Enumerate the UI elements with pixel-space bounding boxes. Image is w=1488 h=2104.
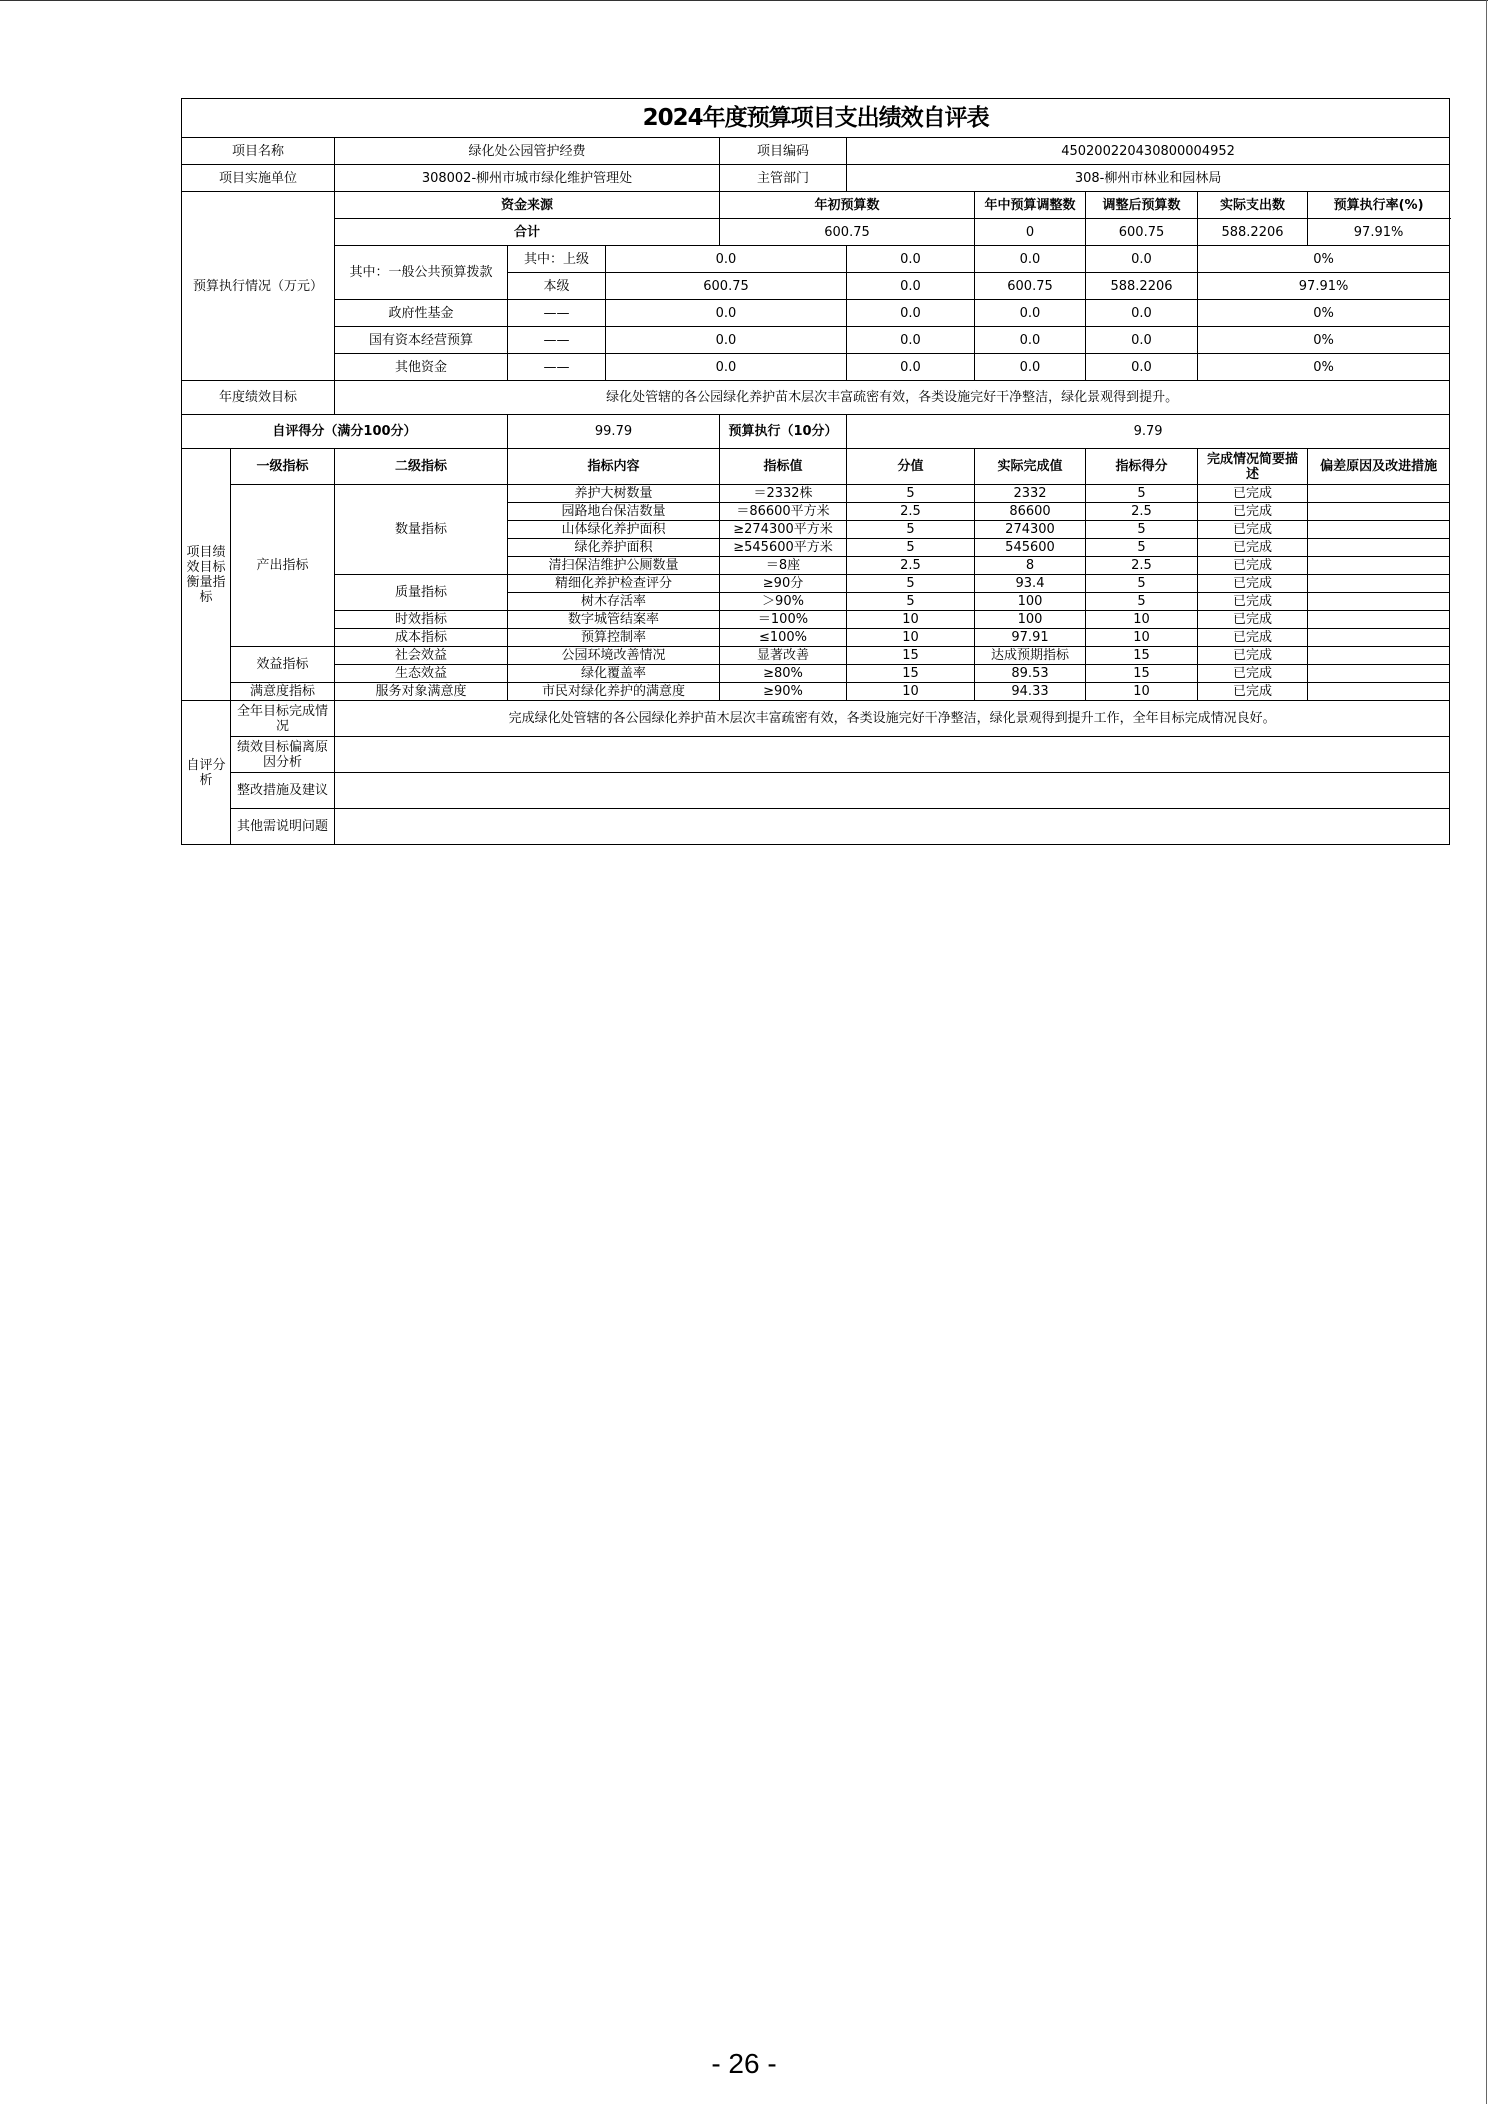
budget-govfund-adjusted: 0.0 (975, 300, 1086, 327)
ind-header-score: 指标得分 (1086, 449, 1198, 485)
budget-other-adjustment: 0.0 (847, 354, 975, 381)
ind-weight: 2.5 (847, 557, 975, 575)
annual-goal-label: 年度绩效目标 (182, 381, 335, 415)
budget-upper-initial: 0.0 (606, 246, 847, 273)
budget-other-label: 其他资金 (335, 354, 508, 381)
budget-govfund-actual: 0.0 (1086, 300, 1198, 327)
ind-status: 已完成 (1198, 665, 1308, 683)
ind-content: 园路地台保洁数量 (508, 503, 720, 521)
budget-total-actual: 588.2206 (1198, 219, 1308, 246)
ind-deviation (1308, 647, 1450, 665)
ind-deviation (1308, 503, 1450, 521)
budget-total-label: 合计 (335, 219, 720, 246)
ind-deviation (1308, 521, 1450, 539)
ind-weight: 5 (847, 485, 975, 503)
ind-content: 树木存活率 (508, 593, 720, 611)
table-row (182, 665, 1450, 683)
ind-target: ≥274300平方米 (720, 521, 847, 539)
budget-header-actual: 实际支出数 (1198, 192, 1308, 219)
ind-status: 已完成 (1198, 485, 1308, 503)
ind-content: 山体绿化养护面积 (508, 521, 720, 539)
dept-value: 308-柳州市林业和园林局 (847, 165, 1450, 192)
ind-header-actual: 实际完成值 (975, 449, 1086, 485)
ind-actual: 94.33 (975, 683, 1086, 701)
ind-target: ≥90% (720, 683, 847, 701)
ind-weight: 15 (847, 665, 975, 683)
budget-statecap-initial: 0.0 (606, 327, 847, 354)
budget-statecap-label: 国有资本经营预算 (335, 327, 508, 354)
level2-quantity: 数量指标 (335, 485, 508, 575)
level2-cost: 成本指标 (335, 629, 508, 647)
budget-upper-actual: 0.0 (1086, 246, 1198, 273)
budget-upper-adjusted: 0.0 (975, 246, 1086, 273)
ind-status: 已完成 (1198, 629, 1308, 647)
level2-quality: 质量指标 (335, 575, 508, 611)
budget-govfund-dash: —— (508, 300, 606, 327)
ind-header-weight: 分值 (847, 449, 975, 485)
budget-total-adjusted: 600.75 (1086, 219, 1198, 246)
ind-score: 2.5 (1086, 503, 1198, 521)
budget-upper-rate: 0% (1198, 246, 1450, 273)
ind-content: 绿化养护面积 (508, 539, 720, 557)
ind-deviation (1308, 593, 1450, 611)
budget-header-rate: 预算执行率(%) (1308, 192, 1450, 219)
table-row (182, 629, 1450, 647)
budget-header-initial: 年初预算数 (720, 192, 975, 219)
ind-status: 已完成 (1198, 539, 1308, 557)
budget-govfund-initial: 0.0 (606, 300, 847, 327)
ind-content: 养护大树数量 (508, 485, 720, 503)
right-border-line (1486, 0, 1487, 2104)
ind-target: ＝100% (720, 611, 847, 629)
project-name: 绿化处公园管护经费 (335, 138, 720, 165)
ind-target: ＝86600平方米 (720, 503, 847, 521)
budget-general-label: 其中：一般公共预算拨款 (335, 246, 508, 300)
budget-statecap-adjustment: 0.0 (847, 327, 975, 354)
ind-header-target: 指标值 (720, 449, 847, 485)
ind-deviation (1308, 629, 1450, 647)
budget-total-initial: 600.75 (720, 219, 975, 246)
level2-social: 社会效益 (335, 647, 508, 665)
unit-value: 308002-柳州市城市绿化维护管理处 (335, 165, 720, 192)
ind-content: 数字城管结案率 (508, 611, 720, 629)
project-code: 450200220430800004952 (847, 138, 1450, 165)
ind-actual: 100 (975, 611, 1086, 629)
analysis-other-label: 其他需说明问题 (231, 809, 335, 845)
ind-deviation (1308, 539, 1450, 557)
table-row (182, 485, 1450, 503)
ind-weight: 5 (847, 539, 975, 557)
ind-content: 清扫保洁维护公厕数量 (508, 557, 720, 575)
table-row (182, 647, 1450, 665)
ind-status: 已完成 (1198, 683, 1308, 701)
budget-upper-label: 其中：上级 (508, 246, 606, 273)
budget-header-adjustment: 年中预算调整数 (975, 192, 1086, 219)
analysis-completion-text: 完成绿化处管辖的各公园绿化养护苗木层次丰富疏密有效，各类设施完好干净整洁，绿化景观得到提升工作，全年目标完成情况良好。 (335, 701, 1450, 737)
budget-local-adjusted: 600.75 (975, 273, 1086, 300)
ind-deviation (1308, 683, 1450, 701)
level1-satisfaction: 满意度指标 (231, 683, 335, 701)
ind-weight: 10 (847, 611, 975, 629)
ind-target: 显著改善 (720, 647, 847, 665)
budget-govfund-rate: 0% (1198, 300, 1450, 327)
ind-header-deviation: 偏差原因及改进措施 (1308, 449, 1450, 485)
page-number: - 26 - (711, 2048, 777, 2079)
analysis-rectify-label: 整改措施及建议 (231, 773, 335, 809)
ind-score: 2.5 (1086, 557, 1198, 575)
analysis-completion-label: 全年目标完成情况 (231, 701, 335, 737)
ind-weight: 10 (847, 629, 975, 647)
analysis-other-text (335, 809, 1450, 845)
ind-score: 15 (1086, 665, 1198, 683)
budget-statecap-actual: 0.0 (1086, 327, 1198, 354)
budget-header-adjusted: 调整后预算数 (1086, 192, 1198, 219)
budget-local-rate: 97.91% (1198, 273, 1450, 300)
ind-target: ＝2332株 (720, 485, 847, 503)
ind-weight: 15 (847, 647, 975, 665)
budget-other-adjusted: 0.0 (975, 354, 1086, 381)
budget-total-rate: 97.91% (1308, 219, 1450, 246)
ind-actual: 89.53 (975, 665, 1086, 683)
budget-other-rate: 0% (1198, 354, 1450, 381)
ind-target: ≥545600平方米 (720, 539, 847, 557)
ind-actual: 97.91 (975, 629, 1086, 647)
ind-status: 已完成 (1198, 557, 1308, 575)
ind-score: 10 (1086, 629, 1198, 647)
ind-status: 已完成 (1198, 521, 1308, 539)
ind-target: ＞90% (720, 593, 847, 611)
budget-local-label: 本级 (508, 273, 606, 300)
ind-score: 5 (1086, 593, 1198, 611)
budget-other-dash: —— (508, 354, 606, 381)
level2-service-satisfaction: 服务对象满意度 (335, 683, 508, 701)
analysis-rectify-text (335, 773, 1450, 809)
budget-header-source: 资金来源 (335, 192, 720, 219)
budget-other-actual: 0.0 (1086, 354, 1198, 381)
ind-deviation (1308, 665, 1450, 683)
level1-output: 产出指标 (231, 485, 335, 647)
ind-actual: 93.4 (975, 575, 1086, 593)
budget-statecap-adjusted: 0.0 (975, 327, 1086, 354)
ind-actual: 8 (975, 557, 1086, 575)
budget-statecap-dash: —— (508, 327, 606, 354)
ind-score: 10 (1086, 683, 1198, 701)
analysis-section-label: 自评分析 (182, 701, 231, 845)
ind-weight: 2.5 (847, 503, 975, 521)
ind-status: 已完成 (1198, 575, 1308, 593)
unit-label: 项目实施单位 (182, 165, 335, 192)
budget-govfund-adjustment: 0.0 (847, 300, 975, 327)
budget-govfund-label: 政府性基金 (335, 300, 508, 327)
budget-local-initial: 600.75 (606, 273, 847, 300)
ind-header-status: 完成情况简要描述 (1198, 449, 1308, 485)
exec-score-label: 预算执行（10分） (720, 415, 847, 449)
ind-header-level1: 一级指标 (231, 449, 335, 485)
ind-content: 公园环境改善情况 (508, 647, 720, 665)
table-row (182, 575, 1450, 593)
level2-timeliness: 时效指标 (335, 611, 508, 629)
ind-deviation (1308, 611, 1450, 629)
ind-score: 5 (1086, 521, 1198, 539)
ind-actual: 86600 (975, 503, 1086, 521)
ind-actual: 100 (975, 593, 1086, 611)
indicator-section-label: 项目绩效目标衡量指标 (182, 449, 231, 701)
budget-section-label: 预算执行情况（万元） (182, 192, 335, 381)
project-code-label: 项目编码 (720, 138, 847, 165)
budget-upper-adjustment: 0.0 (847, 246, 975, 273)
table-row (182, 683, 1450, 701)
ind-score: 15 (1086, 647, 1198, 665)
ind-weight: 5 (847, 575, 975, 593)
ind-score: 10 (1086, 611, 1198, 629)
self-score-value: 99.79 (508, 415, 720, 449)
ind-deviation (1308, 485, 1450, 503)
ind-status: 已完成 (1198, 647, 1308, 665)
budget-statecap-rate: 0% (1198, 327, 1450, 354)
exec-score-value: 9.79 (847, 415, 1450, 449)
ind-score: 5 (1086, 485, 1198, 503)
ind-weight: 10 (847, 683, 975, 701)
self-score-label: 自评得分（满分100分） (182, 415, 508, 449)
analysis-deviation-label: 绩效目标偏离原因分析 (231, 737, 335, 773)
ind-actual: 274300 (975, 521, 1086, 539)
ind-weight: 5 (847, 593, 975, 611)
ind-content: 市民对绿化养护的满意度 (508, 683, 720, 701)
ind-content: 精细化养护检查评分 (508, 575, 720, 593)
ind-target: ＝8座 (720, 557, 847, 575)
ind-score: 5 (1086, 575, 1198, 593)
budget-other-initial: 0.0 (606, 354, 847, 381)
top-border-line (0, 0, 1488, 1)
ind-status: 已完成 (1198, 593, 1308, 611)
ind-content: 绿化覆盖率 (508, 665, 720, 683)
table-row (182, 611, 1450, 629)
budget-total-adjustment: 0 (975, 219, 1086, 246)
project-name-label: 项目名称 (182, 138, 335, 165)
ind-header-level2: 二级指标 (335, 449, 508, 485)
ind-score: 5 (1086, 539, 1198, 557)
budget-local-actual: 588.2206 (1086, 273, 1198, 300)
ind-actual: 2332 (975, 485, 1086, 503)
ind-target: ≤100% (720, 629, 847, 647)
ind-status: 已完成 (1198, 503, 1308, 521)
ind-deviation (1308, 557, 1450, 575)
ind-header-content: 指标内容 (508, 449, 720, 485)
analysis-deviation-text (335, 737, 1450, 773)
level2-ecological: 生态效益 (335, 665, 508, 683)
ind-deviation (1308, 575, 1450, 593)
level1-benefit: 效益指标 (231, 647, 335, 683)
performance-self-evaluation-table (181, 98, 1450, 845)
ind-actual: 达成预期指标 (975, 647, 1086, 665)
ind-weight: 5 (847, 521, 975, 539)
ind-target: ≥80% (720, 665, 847, 683)
ind-target: ≥90分 (720, 575, 847, 593)
ind-status: 已完成 (1198, 611, 1308, 629)
ind-content: 预算控制率 (508, 629, 720, 647)
table-title: 2024年度预算项目支出绩效自评表 (182, 99, 1450, 138)
budget-local-adjustment: 0.0 (847, 273, 975, 300)
ind-actual: 545600 (975, 539, 1086, 557)
annual-goal-text: 绿化处管辖的各公园绿化养护苗木层次丰富疏密有效，各类设施完好干净整洁，绿化景观得到提升。 (335, 381, 1450, 415)
dept-label: 主管部门 (720, 165, 847, 192)
